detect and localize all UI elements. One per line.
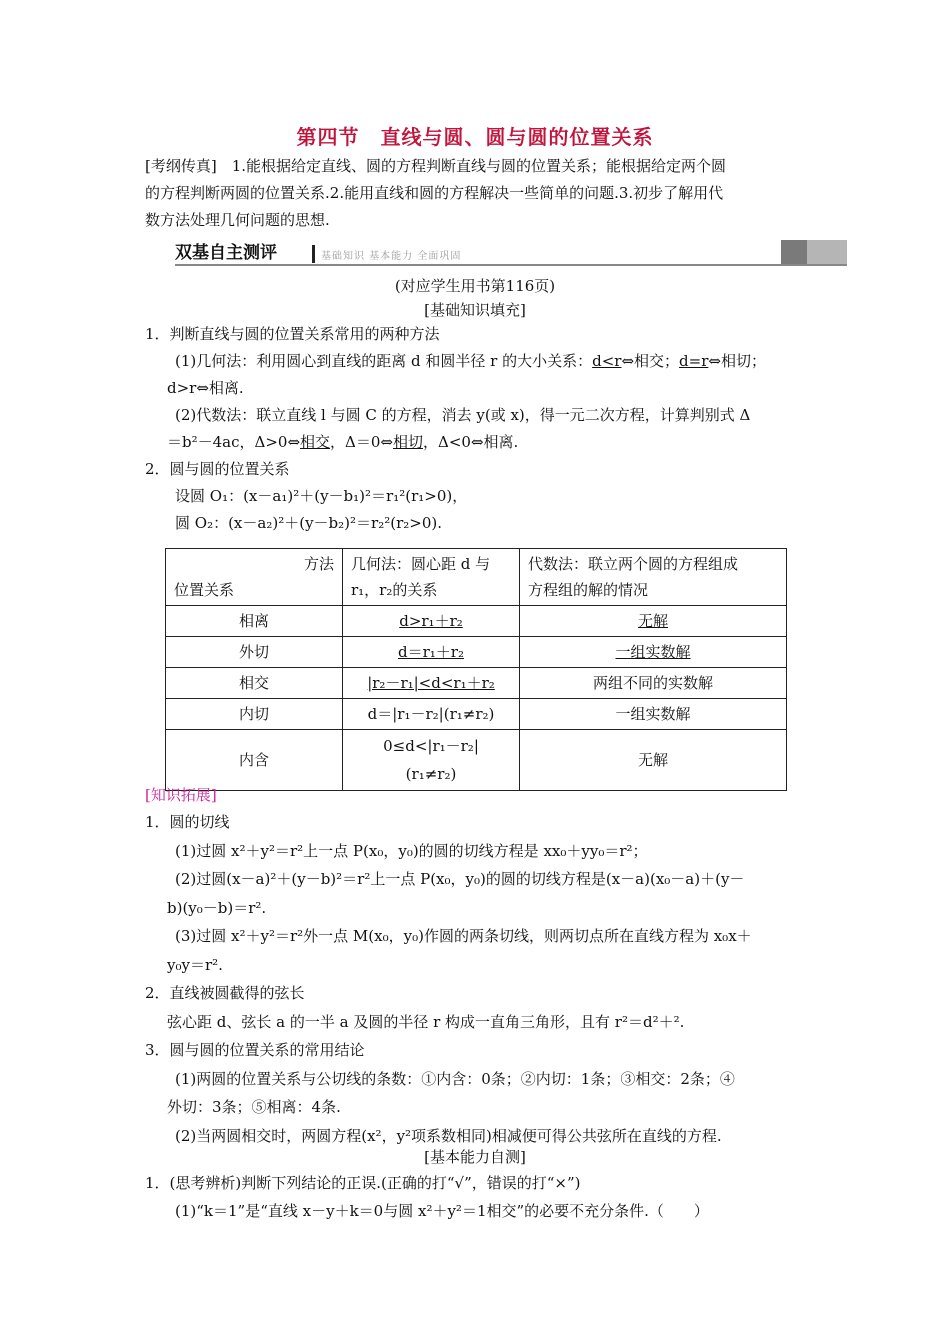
banner-dark-block	[781, 240, 807, 264]
intro-line: 数方法处理几何问题的思想.	[145, 211, 330, 229]
table-row: 相交 |r₂－r₁|<d<r₁＋r₂ 两组不同的实数解	[166, 668, 787, 699]
table-row: 内含 0≤d<|r₁－r₂| (r₁≠r₂) 无解	[166, 730, 787, 791]
section-title: 1．判断直线与圆的位置关系常用的两种方法	[145, 325, 440, 343]
page-reference: (对应学生用书第116页)	[394, 277, 556, 295]
circle-relation-table	[165, 548, 787, 791]
self-test	[145, 1169, 810, 1225]
heading-self-test: [基本能力自测]	[424, 1148, 526, 1166]
table-row: 外切 d＝r₁＋r₂ 一组实数解	[166, 637, 787, 668]
page-title: 第四节 直线与圆、圆与圆的位置关系	[296, 125, 654, 149]
answer-blank: d<r	[592, 352, 622, 370]
section-banner	[175, 240, 847, 266]
knowledge-extension: 1．圆的切线 (1)过圆 x²＋y²＝r²上一点 P(x₀，y₀)的圆的切线方程是 xx₀＋yy₀＝r²； (2)过圆(x－a)²＋(y－b)²＝r²上一点 P(x₀，y₀)的圆的切线方程是(x－a)(x₀－a)＋(y－ b)(y₀－b)＝r². (3)过圆 x²＋y²＝r²外一点 M(x₀，y₀)作圆的两条切线，则两切点所在直线方程为 x₀x＋ y₀y＝r². 2．直线被圆截得的弦长 弦心距 d、弦长 a 的一半 a 及圆的半径 r 构成一直角三角形，且有 r²＝d²＋². 3．圆与圆的位置关系的常用结论 (1)两圆的位置关系与公切线的条数：①内含：0条；②内切：1条；③相交：2条；④ 外切：3条；⑤相离：4条. (2)当两圆相交时，两圆方程(x²，y²项系数相同)相减便可得公共弦所在直线的方程.	[145, 808, 810, 1150]
table-corner-cell: 方法 位置关系	[166, 549, 343, 606]
circle-o2: 圆 O₂：(x－a₂)²＋(y－b₂)²＝r₂²(r₂>0).	[175, 514, 442, 532]
heading-knowledge-extension: [知识拓展]	[145, 786, 217, 804]
geometric-method: (1)几何法：利用圆心到直线的距离 d 和圆半径 r 的大小关系：d<r⇔相交；d=r⇔相切；	[175, 352, 766, 370]
table-header-alg: 代数法：联立两个圆的方程组成 方程组的解的情况	[520, 549, 787, 606]
question-title: 1．(思考辨析)判断下列结论的正误.(正确的打“√”，错误的打“×”)	[145, 1174, 581, 1192]
banner-subtitle: 基础知识 基本能力 全面巩固	[321, 251, 462, 262]
syllabus-intro	[145, 153, 810, 234]
heading-basic-knowledge: [基础知识填充]	[424, 301, 526, 319]
banner-divider	[312, 245, 315, 263]
table-row: 内切 d＝|r₁－r₂|(r₁≠r₂) 一组实数解	[166, 699, 787, 730]
intro-line: [考纲传真] 1.能根据给定直线、圆的方程判断直线与圆的位置关系；能根据给定两个圆	[145, 157, 727, 175]
answer-blank: 相切	[392, 433, 423, 451]
answer-blank: 相交	[300, 433, 331, 451]
table-header-geo: 几何法：圆心距 d 与 r₁，r₂的关系	[343, 549, 520, 606]
section-title: 2．直线被圆截得的弦长	[145, 984, 305, 1002]
banner-title: 双基自主测评	[175, 243, 277, 263]
table-row: 相离 d>r₁＋r₂ 无解	[166, 606, 787, 637]
table-header-row	[166, 549, 787, 606]
banner-rule	[175, 264, 847, 266]
banner-light-block	[807, 240, 847, 264]
section-title: 1．圆的切线	[145, 813, 230, 831]
section-line-circle: 1．判断直线与圆的位置关系常用的两种方法 (1)几何法：利用圆心到直线的距离 d 和圆半径 r 的大小关系：d<r⇔相交；d=r⇔相切； d>r⇔相离. (2)代数法：联立直线 l 与圆 C 的方程，消去 y(或 x)，得一元二次方程，计算判别式 Δ ＝b²－4ac，Δ>0⇔相交，Δ＝0⇔相切，Δ<0⇔相离. 2．圆与圆的位置关系 设圆 O₁：(x－a₁)²＋(y－b₁)²＝r₁²(r₁>0)， 圆 O₂：(x－a₂)²＋(y－b₂)²＝r₂²(r₂>0).	[145, 321, 810, 537]
section-title: 2．圆与圆的位置关系	[145, 460, 290, 478]
circle-o1: 设圆 O₁：(x－a₁)²＋(y－b₁)²＝r₁²(r₁>0)，	[175, 487, 468, 505]
intro-line: 的方程判断两圆的位置关系.2.能用直线和圆的方程解决一些简单的问题.3.初步了解用代	[145, 184, 724, 202]
algebraic-method: (2)代数法：联立直线 l 与圆 C 的方程，消去 y(或 x)，得一元二次方程，计算判别式 Δ	[175, 406, 751, 424]
question-item: (1)“k＝1”是“直线 x－y＋k＝0与圆 x²＋y²＝1相交”的必要不充分条件.（ ）	[175, 1202, 709, 1220]
answer-blank: d=r	[679, 352, 709, 370]
section-title: 3．圆与圆的位置关系的常用结论	[145, 1041, 365, 1059]
